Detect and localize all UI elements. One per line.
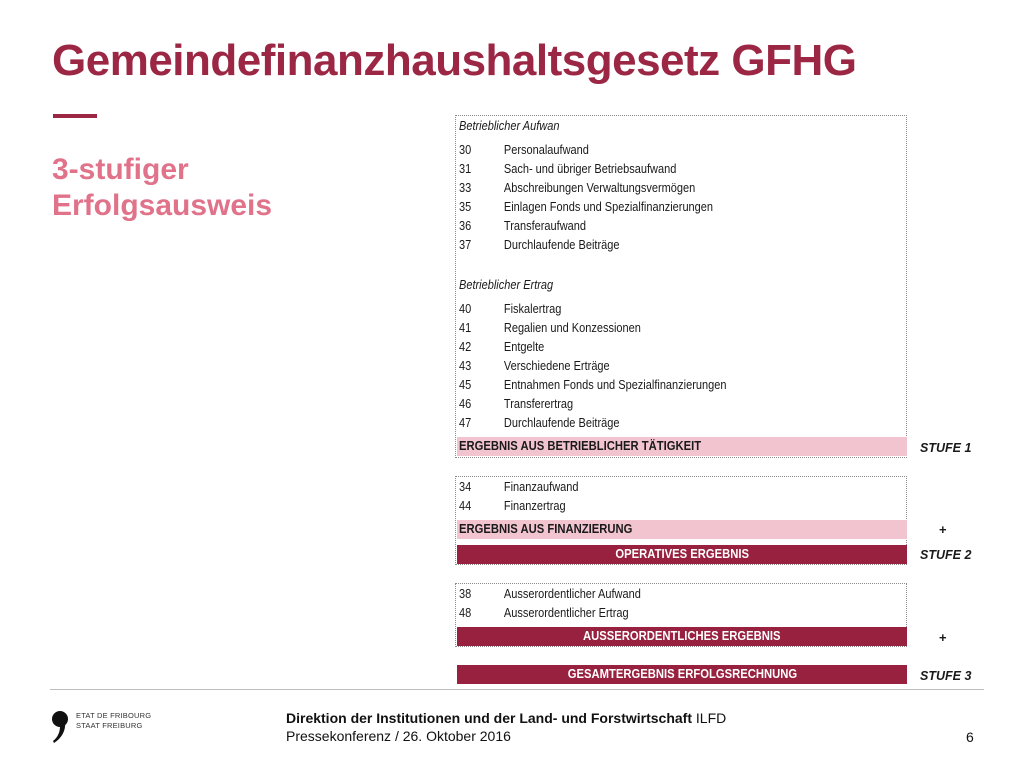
account-label: Finanzaufwand: [503, 480, 579, 494]
footer-organisation: [286, 710, 726, 726]
list-item: [459, 497, 566, 515]
list-item: [459, 319, 641, 337]
account-code: 36: [459, 219, 472, 233]
account-label: Ausserordentlicher Aufwand: [503, 587, 641, 601]
account-label: Transferertrag: [503, 397, 574, 411]
account-label: Abschreibungen Verwaltungsvermögen: [503, 181, 696, 195]
account-code: 30: [459, 143, 472, 157]
account-code: 48: [459, 606, 472, 620]
list-item: [459, 141, 589, 159]
account-code: 42: [459, 340, 472, 354]
account-label: Personalaufwand: [503, 143, 589, 157]
plus-sign: +: [939, 522, 947, 537]
list-item: [459, 198, 713, 216]
account-label: Regalien und Konzessionen: [503, 321, 641, 335]
slide-subtitle: 3-stufiger Erfolgsausweis: [52, 153, 273, 222]
financing-result-band: [457, 520, 907, 539]
account-code: 38: [459, 587, 472, 601]
extraordinary-result-label: AUSSERORDENTLICHES ERGEBNIS: [583, 629, 781, 643]
account-code: 33: [459, 181, 472, 195]
account-code: 41: [459, 321, 472, 335]
list-item: [459, 338, 544, 356]
footer-org-name: Direktion der Institutionen und der Land- und Forstwirtschaft: [286, 710, 692, 726]
account-code: 40: [459, 302, 472, 316]
operative-result-band: [457, 545, 907, 564]
list-item: [459, 604, 629, 622]
account-label: Ausserordentlicher Ertrag: [503, 606, 629, 620]
account-label: Verschiedene Erträge: [503, 359, 610, 373]
account-label: Fiskalertrag: [503, 302, 562, 316]
account-label: Entgelte: [503, 340, 545, 354]
comma-logo-icon: [50, 708, 70, 744]
slide-title: Gemeindefinanzhaushaltsgesetz GFHG: [52, 36, 857, 85]
footer-org-abbr: ILFD: [695, 710, 727, 726]
stufe-3-label: STUFE 3: [920, 669, 972, 683]
account-code: 45: [459, 378, 472, 392]
stufe-2-label: STUFE 2: [920, 548, 972, 562]
operative-result-label: OPERATIVES ERGEBNIS: [615, 547, 749, 561]
account-label: Einlagen Fonds und Spezialfinanzierungen: [503, 200, 714, 214]
list-item: [459, 300, 561, 318]
account-code: 34: [459, 480, 472, 494]
list-item: [459, 236, 619, 254]
plus-sign: +: [939, 630, 947, 645]
stufe-1-label: STUFE 1: [920, 441, 972, 455]
list-item: [459, 414, 619, 432]
account-code: 37: [459, 238, 472, 252]
account-label: Durchlaufende Beiträge: [503, 416, 620, 430]
list-item: [459, 357, 610, 375]
financing-result-label: ERGEBNIS AUS FINANZIERUNG: [459, 522, 633, 536]
list-item: [459, 160, 676, 178]
list-item: [459, 585, 641, 603]
account-label: Transferaufwand: [503, 219, 587, 233]
title-rule: [53, 114, 97, 118]
operating-result-band: [457, 437, 907, 456]
account-code: 43: [459, 359, 472, 373]
operating-result-label: ERGEBNIS AUS BETRIEBLICHER TÄTIGKEIT: [459, 439, 702, 453]
list-item: [459, 217, 586, 235]
account-code: 31: [459, 162, 472, 176]
footer-divider: [50, 689, 984, 690]
account-label: Durchlaufende Beiträge: [503, 238, 620, 252]
total-result-label: GESAMTERGEBNIS ERFOLGSRECHNUNG: [567, 667, 797, 681]
logo-line-de: STAAT FREIBURG: [76, 721, 143, 730]
page-number: 6: [966, 729, 974, 745]
revenue-heading: Betrieblicher Ertrag: [459, 278, 554, 292]
list-item: [459, 478, 578, 496]
logo-wordmark: [76, 711, 151, 731]
account-label: Finanzertrag: [503, 499, 566, 513]
total-result-band: [457, 665, 907, 684]
list-item: [459, 395, 573, 413]
account-code: 35: [459, 200, 472, 214]
account-code: 46: [459, 397, 472, 411]
account-code: 47: [459, 416, 472, 430]
expense-heading: Betrieblicher Aufwan: [459, 119, 560, 133]
account-label: Entnahmen Fonds und Spezialfinanzierungen: [503, 378, 727, 392]
extraordinary-result-band: [457, 627, 907, 646]
account-code: 44: [459, 499, 472, 513]
list-item: [459, 376, 726, 394]
footer-event: Pressekonferenz / 26. Oktober 2016: [286, 728, 511, 744]
list-item: [459, 179, 695, 197]
account-label: Sach- und übriger Betriebsaufwand: [503, 162, 677, 176]
logo-line-fr: ETAT DE FRIBOURG: [76, 711, 152, 720]
